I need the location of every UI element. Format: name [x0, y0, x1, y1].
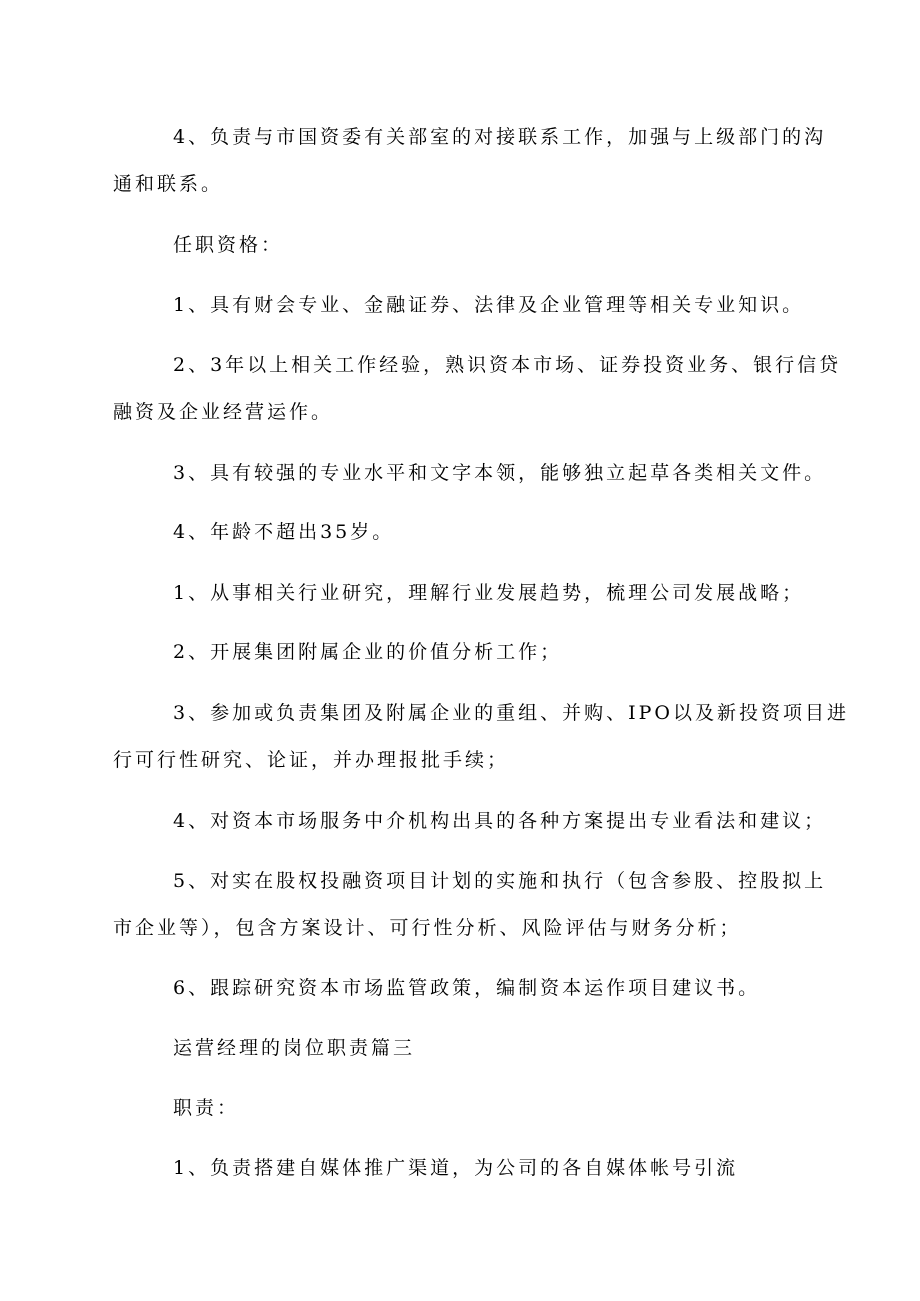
paragraph-line: 4、对资本市场服务中介机构出具的各种方案提出专业看法和建议；: [173, 810, 827, 832]
paragraph-line: 行可行性研究、论证，并办理报批手续；: [113, 749, 510, 771]
paragraph-line: 1、具有财会专业、金融证券、法律及企业管理等相关专业知识。: [173, 294, 805, 316]
paragraph-line: 2、3年以上相关工作经验，熟识资本市场、证券投资业务、银行信贷: [173, 354, 842, 376]
paragraph-line: 4、年龄不超出35岁。: [173, 521, 395, 543]
paragraph-line: 6、跟踪研究资本市场监管政策，编制资本运作项目建议书。: [173, 977, 761, 999]
paragraph-line: 1、从事相关行业研究，理解行业发展趋势，梳理公司发展战略；: [173, 582, 805, 604]
paragraph-line: 4、负责与市国资委有关部室的对接联系工作，加强与上级部门的沟: [173, 126, 827, 148]
paragraph-line: 3、具有较强的专业水平和文字本领，能够独立起草各类相关文件。: [173, 462, 827, 484]
paragraph-line: 1、负责搭建自媒体推广渠道，为公司的各自媒体帐号引流: [173, 1157, 739, 1179]
paragraph-line: 通和联系。: [113, 173, 224, 195]
section-heading: 职责：: [173, 1097, 240, 1119]
section-heading: 任职资格：: [173, 234, 284, 256]
paragraph-line: 2、开展集团附属企业的价值分析工作；: [173, 641, 563, 663]
paragraph-line: 融资及企业经营运作。: [113, 401, 334, 423]
paragraph-line: 3、参加或负责集团及附属企业的重组、并购、IPO以及新投资项目进: [173, 702, 849, 724]
section-heading: 运营经理的岗位职责篇三: [173, 1037, 416, 1059]
paragraph-line: 市企业等），包含方案设计、可行性分析、风险评估与财务分析；: [113, 917, 742, 939]
paragraph-line: 5、对实在股权投融资项目计划的实施和执行（包含参股、控股拟上: [173, 870, 827, 892]
